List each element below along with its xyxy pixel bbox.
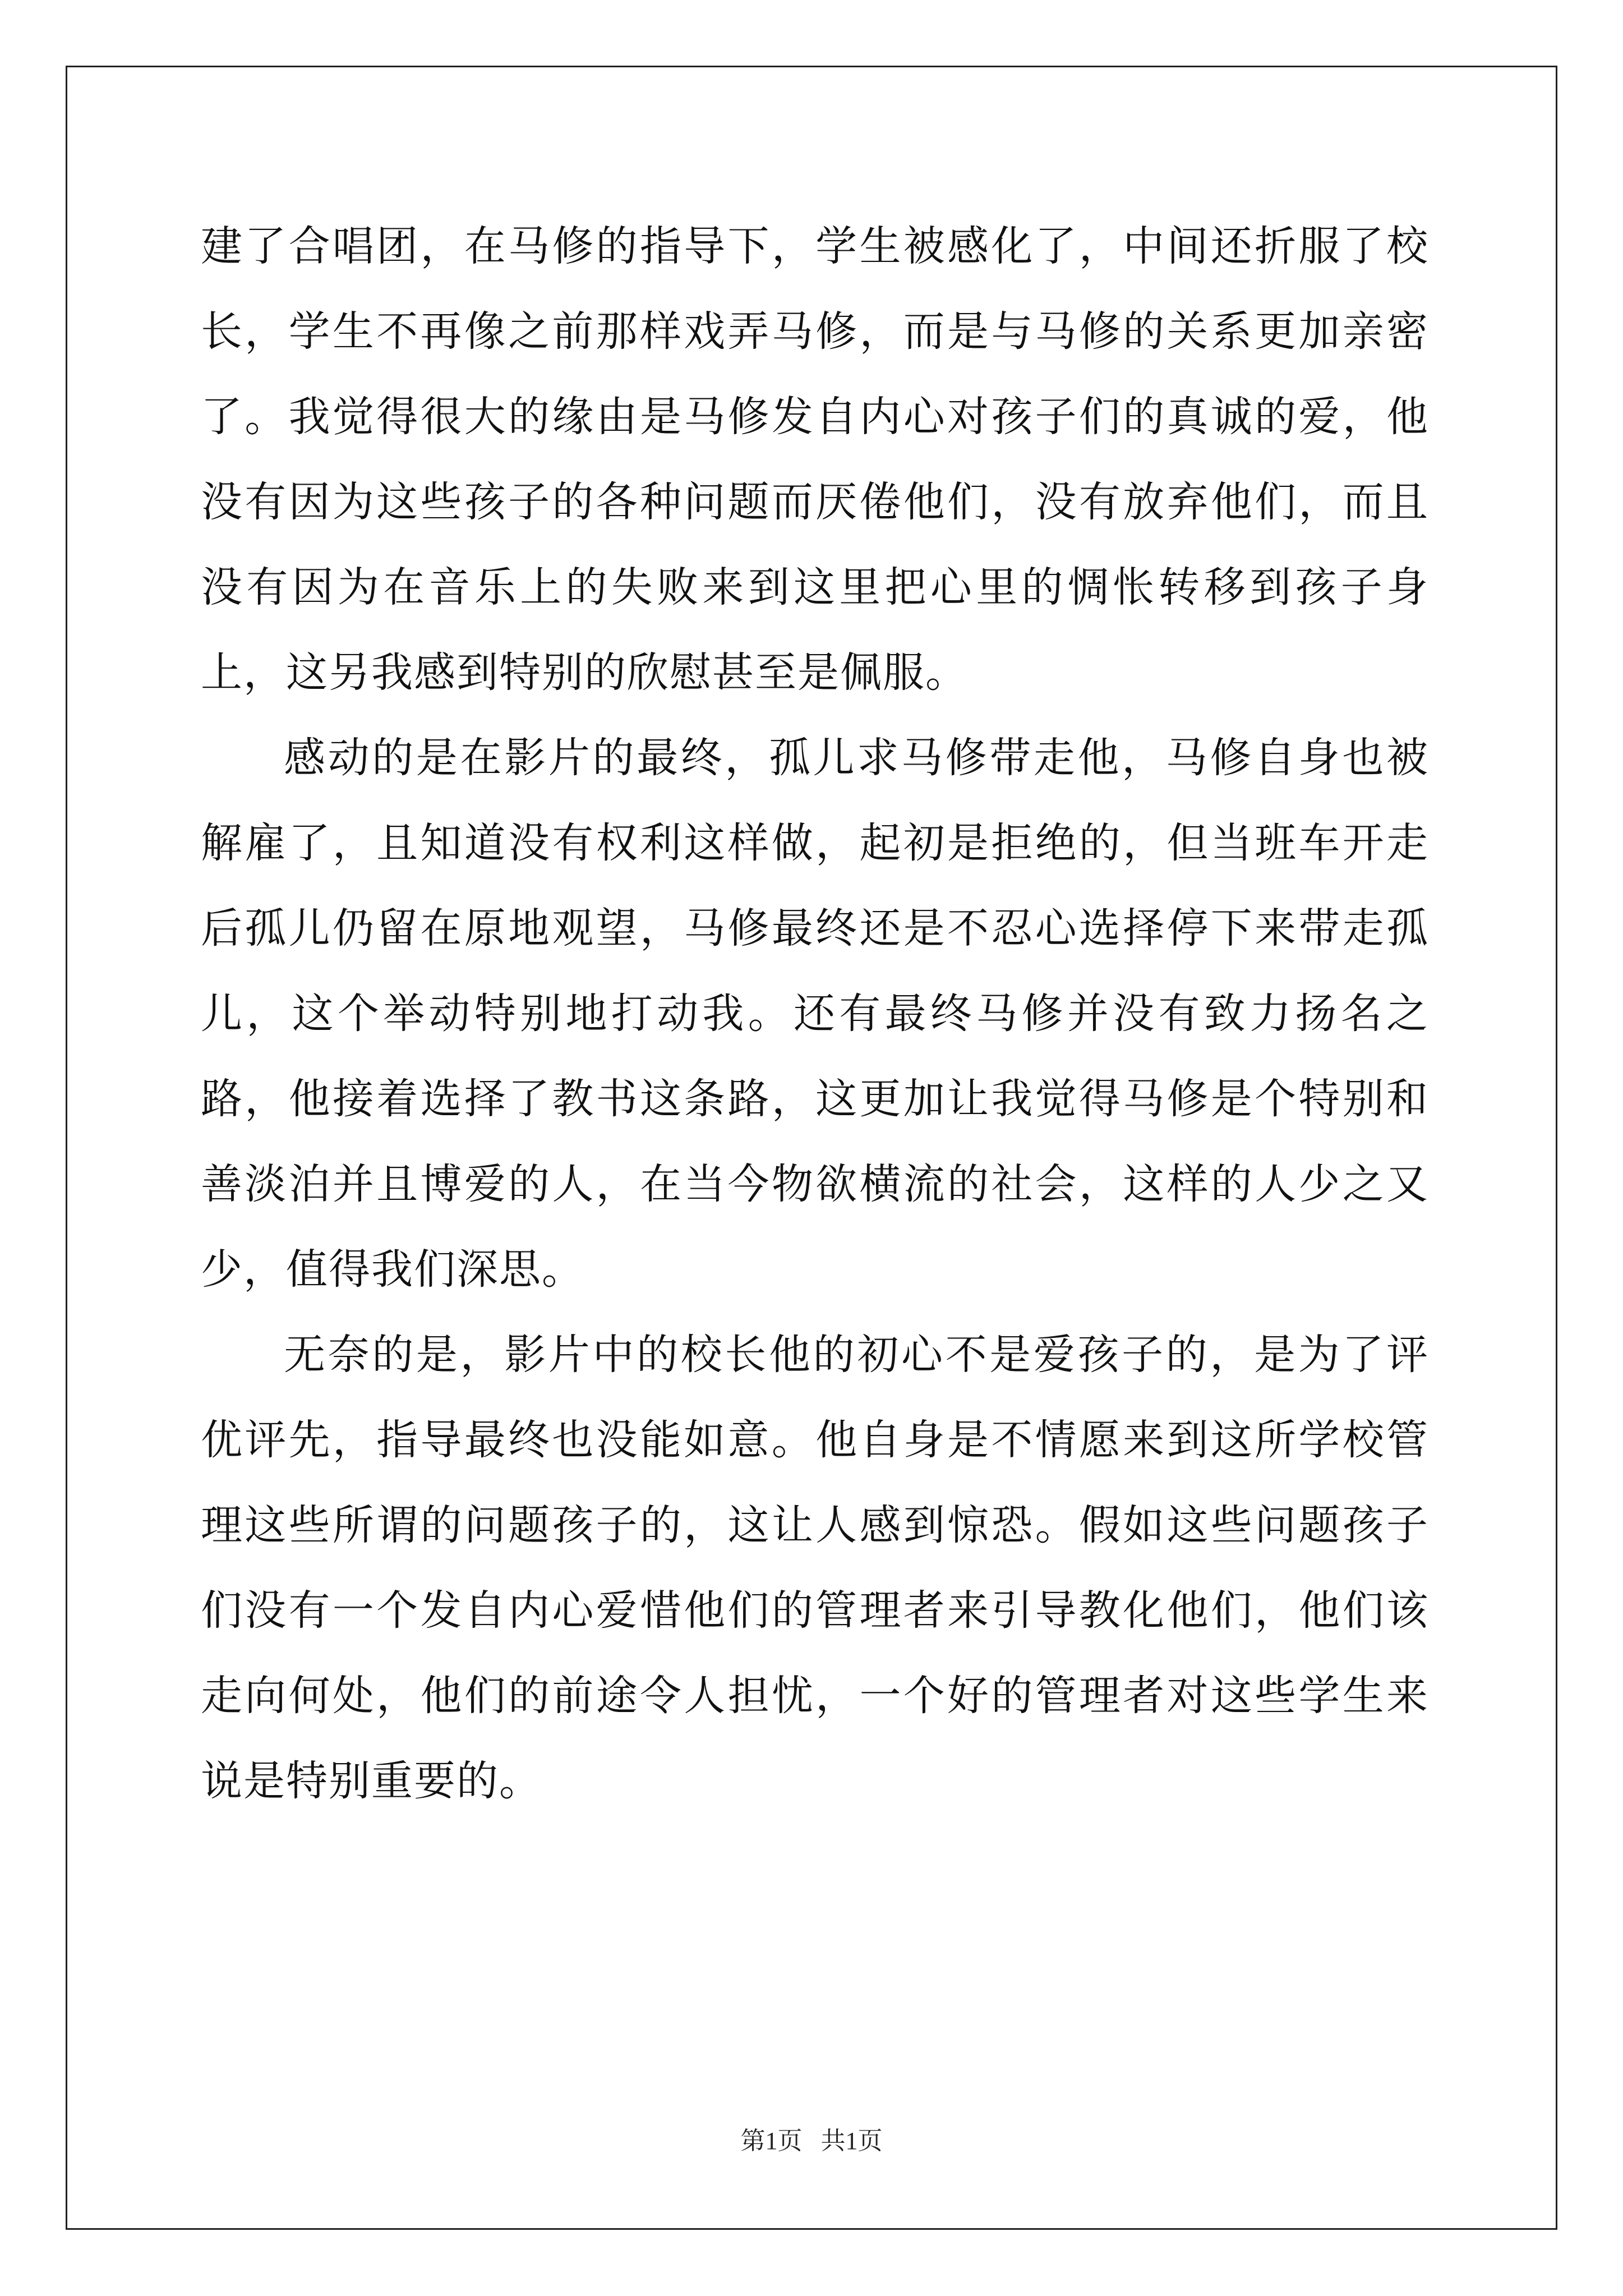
paragraph-principal: 无奈的是，影片中的校长他的初心不是爱孩子的，是为了评优评先，指导最终也没能如意。他自身是不情愿来到这所学校管理这些所谓的问题孩子的，这让人感到惊恐。假如这些问题孩子们没有一个发自内心爱惜他们的管理者来引导教化他们，他们该走向何处，他们的前途令人担忧，一个好的管理者对这些学生来说是特别重要的。: [201, 1331, 1429, 1805]
paragraph-continuation: 建了合唱团，在马修的指导下，学生被感化了，中间还折服了校长，学生不再像之前那样戏弄马修，而是与马修的关系更加亲密了。我觉得很大的缘由是马修发自内心对孩子们的真诚的爱，他没有因为这些孩子的各种问题而厌倦他们，没有放弃他们，而且没有因为在音乐上的失败来到这里把心里的惆怅转移到孩子身上，这另我感到特别的欣慰甚至是佩服。: [201, 222, 1429, 697]
page-footer: 第1页 共1页: [740, 2127, 883, 2155]
paragraph-touching-ending: 感动的是在影片的最终，孤儿求马修带走他，马修自身也被解雇了，且知道没有权利这样做，起初是拒绝的，但当班车开走后孤儿仍留在原地观望，马修最终还是不忍心选择停下来带走孤儿，这个举动特别地打动我。还有最终马修并没有致力扬名之路，他接着选择了教书这条路，这更加让我觉得马修是个特别和善淡泊并且博爱的人，在当今物欲横流的社会，这样的人少之又少，值得我们深思。: [201, 734, 1429, 1294]
document-body: [201, 204, 1429, 1824]
